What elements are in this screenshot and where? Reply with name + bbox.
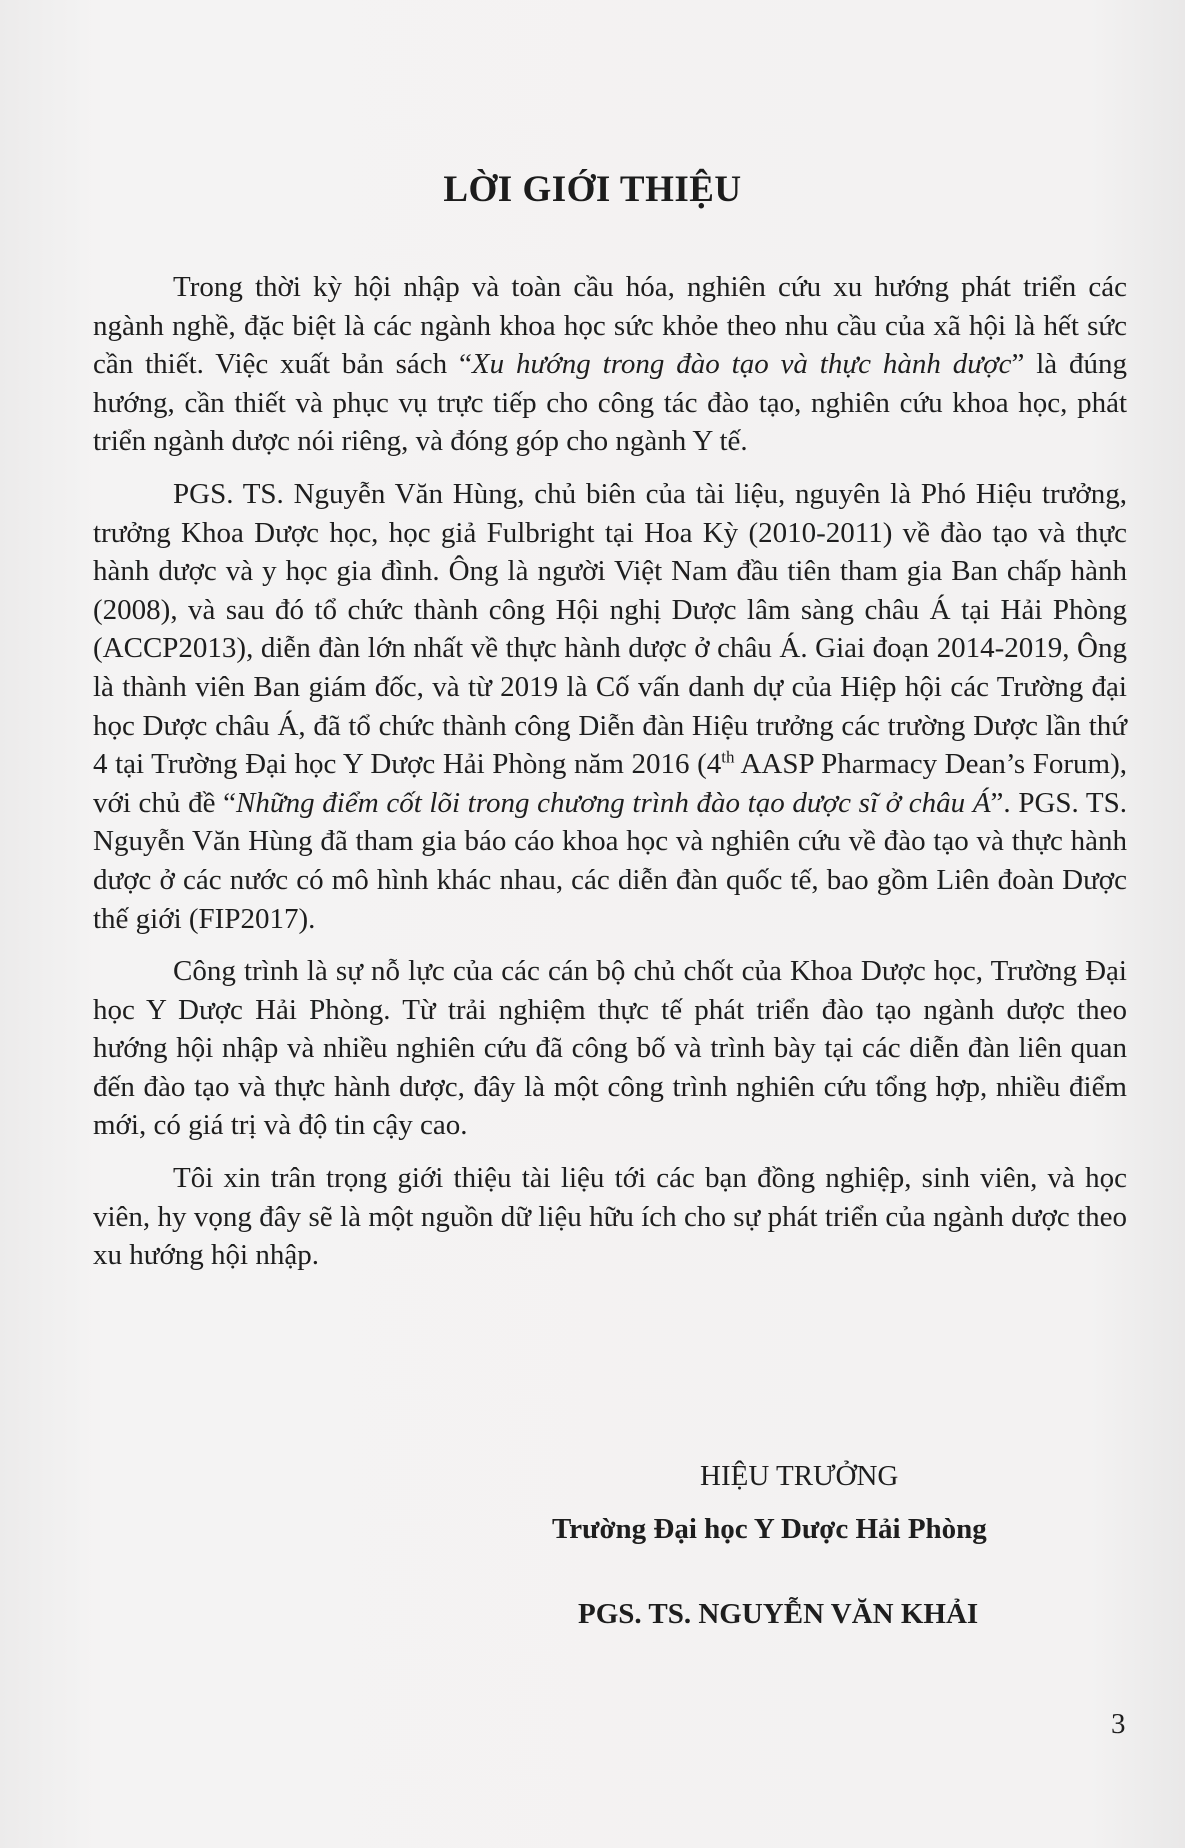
page-title: LỜI GIỚI THIỆU	[443, 169, 742, 210]
forum-theme-italic: Những điểm cốt lõi trong chương trình đào tạo dược sĩ ở châu Á	[235, 786, 991, 819]
paragraph-2-text-b: AASP Pharmacy Dean’s Forum), với chủ đề “	[93, 748, 1128, 819]
paragraph-4: Tôi xin trân trọng giới thiệu tài liệu tới các bạn đồng nghiệp, sinh viên, và học viên, hy vọng đây sẽ là một nguồn dữ liệu hữu ích cho sự phát triển của ngành dược theo xu hướng hội nhập.	[93, 1162, 1127, 1272]
paragraph-2-text-d: ”. PGS. TS. Nguyễn Văn Hùng đã tham gia báo cáo khoa học và nghiên cứu về đào tạo và thực hành dược ở các nước có mô hình khác nhau, các diễn đàn quốc tế, bao gồm Liên đoàn Dược thế giới (FIP2017).	[93, 786, 1127, 935]
body-text	[93, 268, 1127, 1289]
signature-role: HIỆU TRƯỞNG	[700, 1460, 899, 1492]
signature-name: PGS. TS. NGUYỄN VĂN KHẢI	[578, 1598, 979, 1630]
paragraph-1-text-a: Trong thời kỳ hội nhập và toàn cầu hóa, nghiên cứu xu hướng phát triển các ngành nghề, đặc biệt là các ngành khoa học sức khỏe theo nhu cầu của xã hội là hết sức cần thiết. Việc xuất bản sách “	[93, 271, 1127, 381]
ordinal-superscript: th	[721, 747, 735, 767]
paragraph-1-text-c: ” là đúng hướng, cần thiết và phục vụ trực tiếp cho công tác đào tạo, nghiên cứu khoa học, phát triển ngành dược nói riêng, và đóng góp cho ngành Y tế.	[93, 348, 1127, 458]
paragraph-3: Công trình là sự nỗ lực của các cán bộ chủ chốt của Khoa Dược học, Trường Đại học Y Dược Hải Phòng. Từ trải nghiệm thực tế phát triển đào tạo ngành dược theo hướng hội nhập và nhiều nghiên cứu đã công bố và trình bày tại các diễn đàn liên quan đến đào tạo và thực hành dược, đây là một công trình nghiên cứu tổng hợp, nhiều điểm mới, có giá trị và độ tin cậy cao.	[93, 955, 1127, 1142]
page-number: 3	[1111, 1708, 1126, 1740]
paragraph-2	[93, 475, 1127, 938]
signature-school: Trường Đại học Y Dược Hải Phòng	[552, 1513, 987, 1545]
paragraph-1	[93, 268, 1127, 461]
book-title-italic: Xu hướng trong đào tạo và thực hành dược	[471, 348, 1012, 381]
paragraph-2-text-a: PGS. TS. Nguyễn Văn Hùng, chủ biên của tài liệu, nguyên là Phó Hiệu trưởng, trưởng Khoa Dược học, học giả Fulbright tại Hoa Kỳ (2010-2011) về đào tạo và thực hành dược và y học gia đình. Ông là người Việt Nam đầu tiên tham gia Ban chấp hành (2008), và sau đó tổ chức thành công Hội nghị Dược lâm sàng châu Á tại Hải Phòng (ACCP2013), diễn đàn lớn nhất về thực hành dược ở châu Á. Giai đoạn 2014-2019, Ông là thành viên Ban giám đốc, và từ 2019 là Cố vấn danh dự của Hiệp hội các Trường đại học Dược châu Á, đã tổ chức thành công Diễn đàn Hiệu trưởng các trường Dược lần thứ 4 tại Trường Đại học Y Dược Hải Phòng năm 2016 (4	[93, 477, 1127, 781]
